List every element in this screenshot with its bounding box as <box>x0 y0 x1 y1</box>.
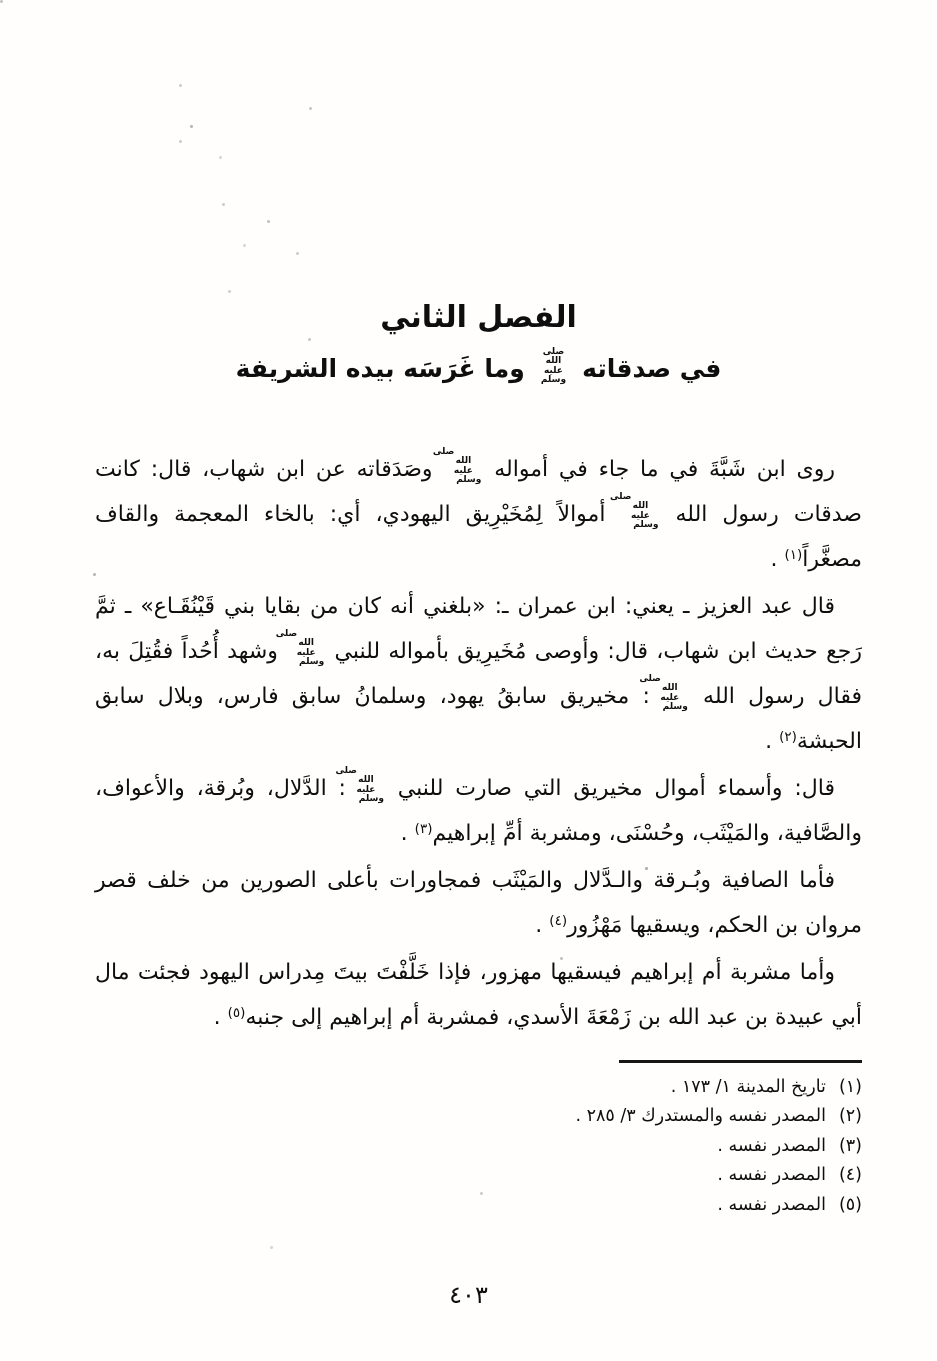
pbuh-honorific-mark: صلى الله عليه وسلم <box>540 347 567 386</box>
scan-noise <box>0 0 3 3</box>
footnote-reference: (٣) <box>414 820 433 837</box>
page-number: ٤٠٣ <box>449 1281 488 1309</box>
pbuh-honorific-mark: صلى الله عليه وسلم <box>275 628 325 668</box>
footnote-item <box>95 1191 862 1221</box>
footnote-number: (٣) <box>838 1135 862 1156</box>
chapter-subtitle: في صدقاته صلى الله عليه وسلم وما غَرَسَه بيده الشريفة <box>235 347 722 386</box>
body-paragraph: روى ابن شَبَّةَ في ما جاء في أمواله صلى الله عليه وسلم وصَدَقاته عن ابن شهاب، قال: كانت صدقات رسول الله صلى الله عليه وسلم أموالاً لِمُخَيْرِيق اليهودي، أي: بالخاء المعجمة والقاف مصغَّراً$^{(١)}$ . <box>95 446 862 572</box>
pbuh-honorific-mark: صلى الله عليه وسلم <box>609 491 659 531</box>
footnote-divider <box>619 1060 862 1063</box>
footnote-item <box>95 1132 862 1162</box>
body-paragraph: وأما مشربة أم إبراهيم فيسقيها مهزور، فإذا خَلَّفْتَ بيتَ مِدراس اليهود فجئت مال أبي عبيدة بن عبد الله بن زَمْعَةَ الأسدي، فمشربة أم إبراهيم إلى جنبه$^{(٥)}$ . <box>95 959 862 1030</box>
footnote-number: (٥) <box>838 1194 862 1215</box>
chapter-title: الفصل الثاني <box>380 300 577 335</box>
footnote-item <box>95 1161 862 1191</box>
footnote-number: (٢) <box>838 1106 862 1127</box>
pbuh-honorific-mark: صلى الله عليه وسلم <box>432 446 482 486</box>
footnotes-list <box>95 1073 862 1221</box>
body-paragraph: قال عبد العزيز ـ يعني: ابن عمران ـ: «بلغني أنه كان من بقايا بني قَيْنُقَـاع» ـ ثمَّ رَجع حديث ابن شهاب، قال: وأوصى مُخَيرِيق بأمواله للنبي صلى الله عليه وسلم وشهد أُحُداً فقُتِلَ به، فقال رسول الله صلى الله عليه وسلم: مخيريق سابقُ يهود، وسلمانُ سابق فارس، وبلال سابق الحبشة$^{(٢)}$ . <box>95 593 862 754</box>
footnote-number: (١) <box>838 1076 862 1097</box>
footnote-item <box>95 1102 862 1132</box>
body-text <box>95 447 862 1040</box>
footnote-reference: (١) <box>784 546 803 563</box>
footnote-text: المصدر نفسه . <box>717 1194 826 1215</box>
footnote-reference: (٥) <box>227 1004 246 1021</box>
pbuh-honorific-mark: صلى الله عليه وسلم <box>335 765 384 805</box>
footnote-text: تاريخ المدينة ١/ ١٧٣ . <box>670 1076 826 1097</box>
footnote-number: (٤) <box>838 1165 862 1186</box>
footnote-item <box>95 1073 862 1103</box>
footnote-text: المصدر نفسه . <box>717 1135 826 1156</box>
footnote-text: المصدر نفسه والمستدرك ٣/ ٢٨٥ . <box>575 1106 826 1127</box>
pbuh-honorific-mark: صلى الله عليه وسلم <box>639 673 688 713</box>
body-paragraph: قال: وأسماء أموال مخيريق التي صارت للنبي صلى الله عليه وسلم: الدَّلال، وبُرقة، والأعواف، والصَّافية، والمَيْثَب، وحُسْنَى، ومشربة أمِّ إبراهيم$^{(٣)}$ . <box>95 765 862 846</box>
body-paragraph: فأما الصافية وبُـرقة والـدَّلال والمَيْثَب فمجاورات بأعلى الصورين من خلف قصر مروان بن الحكم، ويسقيها مَهْزُور$^{(٤)}$ . <box>95 867 862 938</box>
footnote-reference: (٤) <box>549 912 568 929</box>
footnote-text: المصدر نفسه . <box>717 1165 826 1186</box>
footnote-reference: (٢) <box>779 728 797 745</box>
